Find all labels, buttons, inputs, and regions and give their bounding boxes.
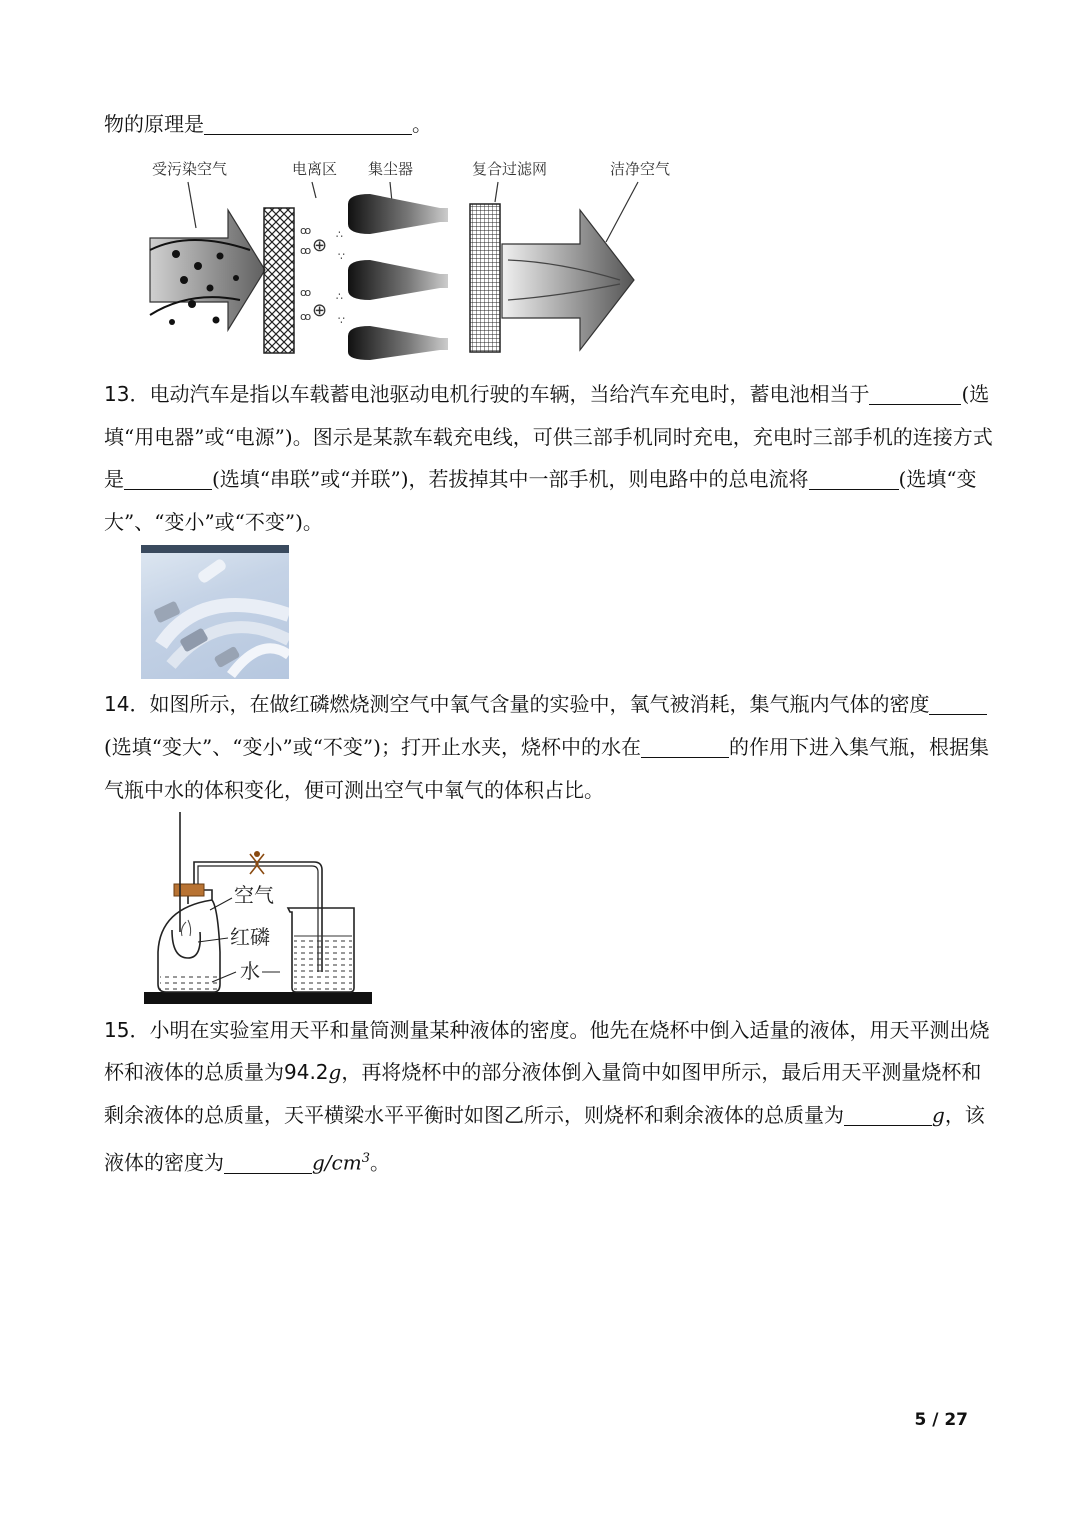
- label-clean-air: 洁净空气: [610, 160, 671, 178]
- label-ionization-zone: 电离区: [292, 160, 338, 178]
- bottle-water: [160, 976, 218, 990]
- q15-line-2: 杯和液体的总质量为94.2g，再将烧杯中的部分液体倒入量筒中如图甲所示，最后用天平测量烧杯和: [104, 1060, 982, 1084]
- question-number: 14．: [104, 692, 150, 716]
- charging-cable-photo: [141, 545, 289, 679]
- q15-answer-blank-2[interactable]: [224, 1151, 312, 1174]
- svg-text:∴: ∴: [336, 290, 343, 303]
- label-composite-filter: 复合过滤网: [472, 160, 548, 178]
- q13-line-1: 13．电动汽车是指以车载蓄电池驱动电机行驶的车辆，当给汽车充电时，蓄电池相当于 (选: [104, 382, 990, 406]
- ionization-particles: [300, 224, 345, 327]
- svg-text:ꝏ: ꝏ: [300, 310, 312, 323]
- label-water: 水: [240, 959, 260, 983]
- q14-line-2: (选填“变大”、“变小”或“不变”)；打开止水夹，烧杯中的水在 的作用下进入集气瓶，根据集: [104, 735, 989, 759]
- beaker-water: [294, 936, 352, 990]
- q13-line-3: 是 (选填“串联”或“并联”)，若拔掉其中一部手机，则电路中的总电流将 (选填“变: [104, 467, 977, 491]
- pre-filter-mesh: [264, 208, 294, 353]
- label-red-phosphorus: 红磷: [230, 925, 270, 949]
- q13-line-4: 大”、“变小”或“不变”)。: [104, 510, 323, 534]
- page-number: 5 / 27: [914, 1410, 968, 1430]
- svg-text:ꝏ: ꝏ: [300, 224, 312, 237]
- question-number: 15．: [104, 1018, 150, 1042]
- svg-text:∵: ∵: [338, 314, 345, 327]
- label-dust-collector: 集尘器: [368, 160, 414, 178]
- svg-text:∵: ∵: [338, 250, 345, 263]
- composite-filter-mesh: [470, 204, 500, 352]
- q12-tail-line: 物的原理是 。: [104, 112, 432, 136]
- label-air: 空气: [234, 883, 274, 907]
- clean-air-arrow: [502, 210, 634, 350]
- q15-line-3: 剩余液体的总质量，天平横梁水平平衡时如图乙所示，则烧杯和剩余液体的总质量为 g，该: [104, 1103, 985, 1127]
- q14-answer-blank-1[interactable]: [929, 692, 987, 715]
- q14-line-1: 14．如图所示，在做红磷燃烧测空气中氧气含量的实验中，氧气被消耗，集气瓶内气体的密度: [104, 690, 980, 718]
- red-phosphorus-apparatus: [140, 812, 380, 1008]
- air-purifier-diagram: [140, 150, 700, 360]
- q15-line-1: 15．小明在实验室用天平和量筒测量某种液体的密度。他先在烧杯中倒入适量的液体，用天平测出烧: [104, 1018, 990, 1042]
- q15-answer-blank-1[interactable]: [844, 1103, 932, 1126]
- q13-line-2: 填“用电器”或“电源”)。图示是某款车载充电线，可供三部手机同时充电，充电时三部手机的连接方式: [104, 425, 993, 449]
- svg-text:⊕: ⊕: [312, 300, 328, 321]
- table-base: [144, 992, 372, 1004]
- svg-text:ꝏ: ꝏ: [300, 286, 312, 299]
- svg-text:ꝏ: ꝏ: [300, 244, 312, 257]
- q14-line-3: 气瓶中水的体积变化，便可测出空气中氧气的体积占比。: [104, 778, 604, 802]
- q13-answer-blank-1[interactable]: [869, 382, 961, 405]
- q13-answer-blank-2[interactable]: [124, 467, 212, 490]
- svg-text:∴: ∴: [336, 228, 343, 241]
- q12-text: 物的原理是: [104, 112, 204, 136]
- q15-line-4: 液体的密度为 $g/cm^3$。: [104, 1150, 390, 1175]
- total-mass-value: 94.2: [284, 1060, 329, 1084]
- polluted-air-arrow: [150, 210, 265, 330]
- q14-answer-blank-2[interactable]: [641, 735, 729, 758]
- dust-collector-rods: [348, 194, 448, 360]
- svg-text:⊕: ⊕: [312, 235, 328, 256]
- label-polluted-air: 受污染空气: [152, 160, 228, 178]
- question-number: 13．: [104, 382, 150, 406]
- q13-answer-blank-3[interactable]: [809, 467, 899, 490]
- q12-answer-blank[interactable]: [204, 112, 412, 135]
